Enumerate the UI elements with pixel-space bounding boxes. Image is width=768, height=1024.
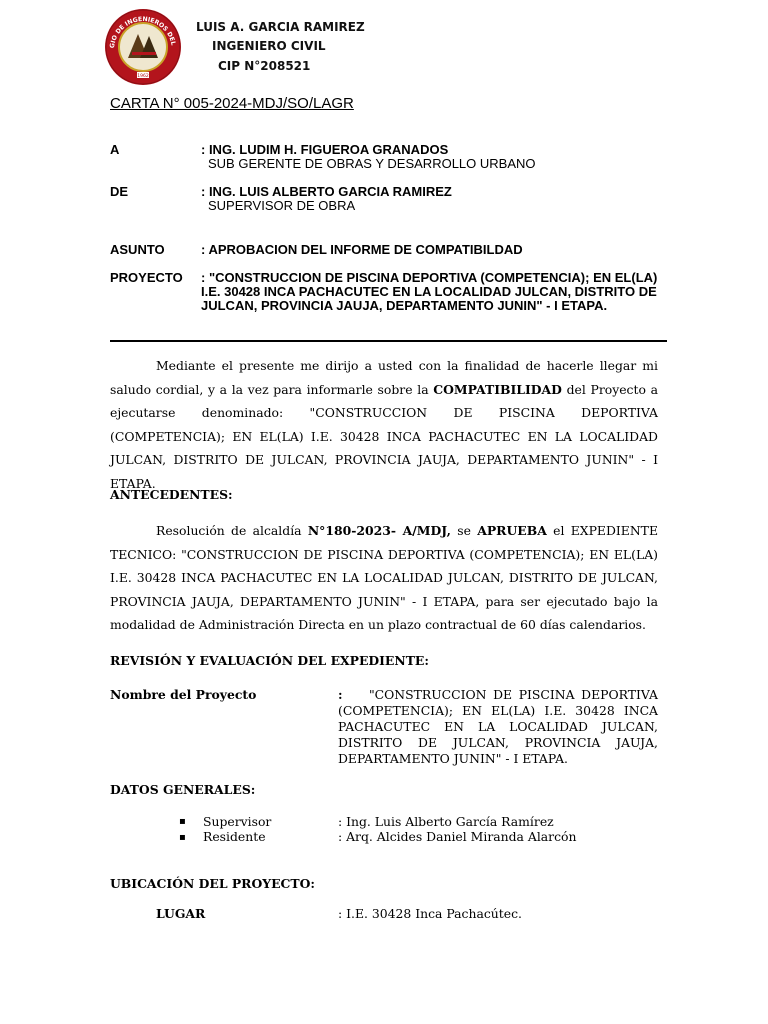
general-data-heading: DATOS GENERALES: bbox=[110, 782, 256, 797]
project-value: : "CONSTRUCCION DE PISCINA DEPORTIVA (COMPETENCIA); EN EL(LA) I.E. 30428 INCA PACHACUTEC EN LA LOCALIDAD JULCAN, DISTRITO DE JULCAN, PROVINCIA JAUJA, DEPARTAMENTO JUNIN" - I ETAPA. bbox=[201, 270, 658, 313]
from-value: : ING. LUIS ALBERTO GARCIA RAMIREZ bbox=[201, 184, 452, 199]
engineer-cip: CIP N°208521 bbox=[218, 59, 311, 73]
review-heading: REVISIÓN Y EVALUACIÓN DEL EXPEDIENTE: bbox=[110, 653, 429, 668]
project-name-label: Nombre del Proyecto bbox=[110, 687, 257, 702]
letter-number: CARTA N° 005-2024-MDJ/SO/LAGR bbox=[110, 95, 354, 112]
subject-label: ASUNTO bbox=[110, 242, 165, 257]
engineer-name: LUIS A. GARCIA RAMIREZ bbox=[196, 20, 365, 34]
supervisor-value: : Ing. Luis Alberto García Ramírez bbox=[338, 814, 554, 829]
engineer-profession: INGENIERO CIVIL bbox=[212, 39, 326, 53]
to-position: SUB GERENTE DE OBRAS Y DESARROLLO URBANO bbox=[208, 156, 536, 171]
subject-value: : APROBACION DEL INFORME DE COMPATIBILDAD bbox=[201, 242, 523, 257]
location-heading: UBICACIÓN DEL PROYECTO: bbox=[110, 876, 316, 891]
resident-value: : Arq. Alcides Daniel Miranda Alarcón bbox=[338, 829, 577, 844]
seal-text: GIO DE INGENIEROS DEL bbox=[108, 15, 177, 49]
resident-label: Residente bbox=[203, 829, 266, 844]
from-label: DE bbox=[110, 184, 129, 199]
seal-year: 1962 bbox=[137, 74, 149, 79]
to-label: A bbox=[110, 142, 120, 157]
bullet-icon: ▪ bbox=[179, 816, 186, 827]
separator-line bbox=[110, 340, 667, 342]
bullet-icon: ▪ bbox=[179, 832, 186, 843]
place-label: LUGAR bbox=[156, 906, 206, 921]
place-value: : I.E. 30428 Inca Pachacútec. bbox=[338, 906, 522, 921]
antecedents-heading: ANTECEDENTES: bbox=[110, 487, 233, 502]
from-position: SUPERVISOR DE OBRA bbox=[208, 198, 356, 213]
project-name-value: : "CONSTRUCCION DE PISCINA DEPORTIVA (COMPETENCIA); EN EL(LA) I.E. 30428 INCA PACHACUTEC EN LA LOCALIDAD JULCAN, DISTRITO DE JULCAN, PROVINCIA JAUJA, DEPARTAMENTO JUNIN" - I ETAPA. bbox=[338, 687, 658, 766]
project-label: PROYECTO bbox=[110, 270, 183, 285]
antecedents-paragraph: Resolución de alcaldía N°180-2023- A/MDJ, se APRUEBA el EXPEDIENTE TECNICO: "CONSTRUCCION DE PISCINA DEPORTIVA (COMPETENCIA); EN EL(LA) I.E. 30428 INCA PACHACUTEC EN LA LOCALIDAD JULCAN, DISTRITO DE JULCAN, PROVINCIA JAUJA, DEPARTAMENTO JUNIN" - I ETAPA, para ser ejecutado bajo la modalidad de Administración Directa en un plazo contractual de 60 días calendarios. bbox=[110, 523, 658, 632]
supervisor-label: Supervisor bbox=[203, 814, 272, 829]
engineers-college-seal bbox=[104, 8, 182, 86]
to-value: : ING. LUDIM H. FIGUEROA GRANADOS bbox=[201, 142, 449, 157]
intro-paragraph: Mediante el presente me dirijo a usted con la finalidad de hacerle llegar mi saludo cordial, y a la vez para informarle sobre la COMPATIBILIDAD del Proyecto a ejecutarse denominado: "CONSTRUCCION DE PISCINA DEPORTIVA (COMPETENCIA); EN EL(LA) I.E. 30428 INCA PACHACUTEC EN LA LOCALIDAD JULCAN, DISTRITO DE JULCAN, PROVINCIA JAUJA, DEPARTAMENTO JUNIN" - I ETAPA. bbox=[110, 358, 658, 491]
compatibility-emphasis: COMPATIBILIDAD bbox=[433, 381, 562, 397]
